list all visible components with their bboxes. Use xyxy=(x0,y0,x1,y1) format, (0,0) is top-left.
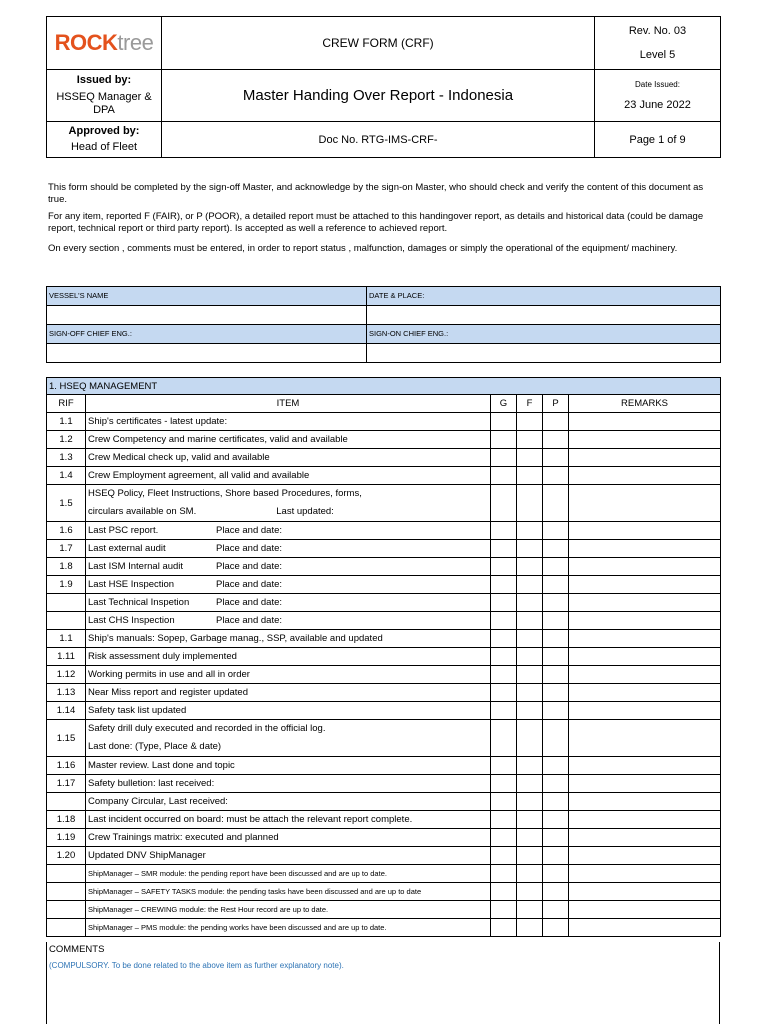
checklist-row xyxy=(47,630,721,648)
item-text: Last PSC report. xyxy=(88,525,159,536)
item-text: Last Technical Inspetion xyxy=(88,597,190,608)
poor-checkbox-cell[interactable] xyxy=(543,467,569,485)
approved-by-value: Head of Fleet xyxy=(70,141,138,153)
poor-checkbox-cell[interactable] xyxy=(543,612,569,630)
column-header-good: G xyxy=(491,395,517,413)
item-extra: Place and date: xyxy=(216,579,283,590)
remarks-cell[interactable] xyxy=(569,648,721,666)
item-extra: Place and date: xyxy=(216,525,283,536)
column-header-remarks: REMARKS xyxy=(569,395,721,413)
remarks-cell[interactable] xyxy=(569,757,721,775)
sign-off-chief-field[interactable] xyxy=(47,344,367,363)
item-text: Company Circular, Last received: xyxy=(88,796,228,807)
good-checkbox-cell[interactable] xyxy=(491,576,517,594)
fair-checkbox-cell[interactable] xyxy=(517,485,543,522)
item-cell xyxy=(86,793,491,811)
hseq-checklist-table xyxy=(46,377,721,937)
rif-cell: 1.6 xyxy=(47,522,86,540)
poor-checkbox-cell[interactable] xyxy=(543,648,569,666)
item-cell xyxy=(86,919,491,937)
fair-checkbox-cell[interactable] xyxy=(517,793,543,811)
rif-cell: 1.7 xyxy=(47,540,86,558)
remarks-cell[interactable] xyxy=(569,775,721,793)
item-cell xyxy=(86,757,491,775)
item-text: Ship's certificates - latest update: xyxy=(88,416,228,427)
fair-checkbox-cell[interactable] xyxy=(517,702,543,720)
remarks-cell[interactable] xyxy=(569,413,721,431)
poor-checkbox-cell[interactable] xyxy=(543,540,569,558)
item-text: Crew Medical check up, valid and available xyxy=(88,452,270,463)
item-text: ShipManager – CREWING module: the Rest Hour record are up to date. xyxy=(88,905,329,914)
section-title: 1. HSEQ MANAGEMENT xyxy=(47,378,721,395)
good-checkbox-cell[interactable] xyxy=(491,612,517,630)
item-cell xyxy=(86,485,491,522)
remarks-cell[interactable] xyxy=(569,485,721,522)
poor-checkbox-cell[interactable] xyxy=(543,431,569,449)
column-header-rif: RIF xyxy=(47,395,86,413)
good-checkbox-cell[interactable] xyxy=(491,901,517,919)
date-place-label: DATE & PLACE: xyxy=(367,287,721,306)
good-checkbox-cell[interactable] xyxy=(491,413,517,431)
good-checkbox-cell[interactable] xyxy=(491,720,517,757)
poor-checkbox-cell[interactable] xyxy=(543,413,569,431)
poor-checkbox-cell[interactable] xyxy=(543,702,569,720)
poor-checkbox-cell[interactable] xyxy=(543,775,569,793)
checklist-row xyxy=(47,449,721,467)
item-cell xyxy=(86,684,491,702)
poor-checkbox-cell[interactable] xyxy=(543,901,569,919)
good-checkbox-cell[interactable] xyxy=(491,811,517,829)
item-extra: Place and date: xyxy=(216,615,283,626)
item-text: Last ISM Internal audit xyxy=(88,561,184,572)
remarks-cell[interactable] xyxy=(569,612,721,630)
poor-checkbox-cell[interactable] xyxy=(543,576,569,594)
item-cell xyxy=(86,648,491,666)
good-checkbox-cell[interactable] xyxy=(491,522,517,540)
fair-checkbox-cell[interactable] xyxy=(517,883,543,901)
checklist-row xyxy=(47,811,721,829)
checklist-row xyxy=(47,485,721,522)
poor-checkbox-cell[interactable] xyxy=(543,757,569,775)
item-text: Crew Competency and marine certificates, valid and available xyxy=(88,434,348,445)
fair-checkbox-cell[interactable] xyxy=(517,847,543,865)
poor-checkbox-cell[interactable] xyxy=(543,883,569,901)
remarks-cell[interactable] xyxy=(569,594,721,612)
fair-checkbox-cell[interactable] xyxy=(517,594,543,612)
item-text: Last done: (Type, Place & date) xyxy=(88,741,222,752)
checklist-row xyxy=(47,594,721,612)
issued-by-value: HSSEQ Manager & DPA xyxy=(56,91,152,116)
fair-checkbox-cell[interactable] xyxy=(517,522,543,540)
rif-cell: 1.12 xyxy=(47,666,86,684)
checklist-row xyxy=(47,775,721,793)
poor-checkbox-cell[interactable] xyxy=(543,485,569,522)
remarks-cell[interactable] xyxy=(569,720,721,757)
item-cell xyxy=(86,883,491,901)
poor-checkbox-cell[interactable] xyxy=(543,684,569,702)
item-text: Last updated: xyxy=(276,506,334,517)
checklist-row xyxy=(47,883,721,901)
poor-checkbox-cell[interactable] xyxy=(543,522,569,540)
item-cell xyxy=(86,847,491,865)
checklist-row xyxy=(47,684,721,702)
item-cell xyxy=(86,467,491,485)
good-checkbox-cell[interactable] xyxy=(491,449,517,467)
checklist-row xyxy=(47,901,721,919)
rif-cell: 1.18 xyxy=(47,811,86,829)
comments-note: (COMPULSORY. To be done related to the above item as further explanatory note). xyxy=(49,961,344,970)
good-checkbox-cell[interactable] xyxy=(491,829,517,847)
comments-box[interactable] xyxy=(46,942,720,1024)
rif-cell: 1.14 xyxy=(47,702,86,720)
instruction-paragraph: On every section , comments must be entered, in order to report status , malfunction, damages or simply the operational of the equipment/ machinery. xyxy=(48,243,678,254)
fair-checkbox-cell[interactable] xyxy=(517,829,543,847)
remarks-cell[interactable] xyxy=(569,666,721,684)
item-text: Updated DNV ShipManager xyxy=(88,850,206,861)
remarks-cell[interactable] xyxy=(569,919,721,937)
fair-checkbox-cell[interactable] xyxy=(517,919,543,937)
good-checkbox-cell[interactable] xyxy=(491,594,517,612)
remarks-cell[interactable] xyxy=(569,630,721,648)
column-header-item: ITEM xyxy=(86,395,491,413)
date-issued-value: 23 June 2022 xyxy=(624,99,691,111)
remarks-cell[interactable] xyxy=(569,431,721,449)
good-checkbox-cell[interactable] xyxy=(491,467,517,485)
item-text: Last HSE Inspection xyxy=(88,579,175,590)
poor-checkbox-cell[interactable] xyxy=(543,449,569,467)
instruction-paragraph: This form should be completed by the sign-off Master, and acknowledge by the sign-on Master, who should check and verify the content of this document as true. xyxy=(48,182,704,205)
good-checkbox-cell[interactable] xyxy=(491,485,517,522)
item-cell xyxy=(86,775,491,793)
comments-title: COMMENTS xyxy=(49,944,105,955)
good-checkbox-cell[interactable] xyxy=(491,630,517,648)
checklist-row xyxy=(47,793,721,811)
good-checkbox-cell[interactable] xyxy=(491,684,517,702)
item-extra: Place and date: xyxy=(216,543,283,554)
checklist-row xyxy=(47,829,721,847)
fair-checkbox-cell[interactable] xyxy=(517,865,543,883)
poor-checkbox-cell[interactable] xyxy=(543,919,569,937)
vessel-name-field[interactable] xyxy=(47,306,367,325)
item-text: Near Miss report and register updated xyxy=(88,687,248,698)
good-checkbox-cell[interactable] xyxy=(491,793,517,811)
item-cell xyxy=(86,865,491,883)
checklist-row xyxy=(47,666,721,684)
item-text: circulars available on SM. xyxy=(88,506,197,517)
remarks-cell[interactable] xyxy=(569,865,721,883)
checklist-row xyxy=(47,576,721,594)
remarks-cell[interactable] xyxy=(569,558,721,576)
fair-checkbox-cell[interactable] xyxy=(517,449,543,467)
checklist-row xyxy=(47,413,721,431)
item-cell xyxy=(86,811,491,829)
item-extra: Place and date: xyxy=(216,561,283,572)
rif-cell: 1.13 xyxy=(47,684,86,702)
remarks-cell[interactable] xyxy=(569,576,721,594)
item-text: Crew Employment agreement, all valid and available xyxy=(88,470,310,481)
item-text: Safety drill duly executed and recorded in the official log. xyxy=(88,723,326,734)
page-number: Page 1 of 9 xyxy=(595,122,721,158)
item-text: Crew Trainings matrix: executed and planned xyxy=(88,832,279,843)
instructions xyxy=(48,182,720,261)
rif-cell xyxy=(47,919,86,937)
rif-cell: 1.4 xyxy=(47,467,86,485)
checklist-rows xyxy=(47,413,721,937)
item-text: Last external audit xyxy=(88,543,166,554)
remarks-cell[interactable] xyxy=(569,811,721,829)
poor-checkbox-cell[interactable] xyxy=(543,811,569,829)
item-text: Last incident occurred on board: must be attach the relevant report complete. xyxy=(88,814,413,825)
remarks-cell[interactable] xyxy=(569,793,721,811)
good-checkbox-cell[interactable] xyxy=(491,558,517,576)
rif-cell: 1.2 xyxy=(47,431,86,449)
fair-checkbox-cell[interactable] xyxy=(517,684,543,702)
fair-checkbox-cell[interactable] xyxy=(517,576,543,594)
item-cell xyxy=(86,558,491,576)
fair-checkbox-cell[interactable] xyxy=(517,811,543,829)
issued-by-label: Issued by: xyxy=(76,74,132,86)
rif-cell xyxy=(47,865,86,883)
company-logo: ROCKtree xyxy=(47,17,162,70)
rif-cell xyxy=(47,901,86,919)
fair-checkbox-cell[interactable] xyxy=(517,413,543,431)
item-text: Last CHS Inspection xyxy=(88,615,175,626)
item-cell xyxy=(86,630,491,648)
column-header-poor: P xyxy=(543,395,569,413)
item-text: Working permits in use and all in order xyxy=(88,669,250,680)
date-place-field[interactable] xyxy=(367,306,721,325)
item-cell xyxy=(86,702,491,720)
good-checkbox-cell[interactable] xyxy=(491,702,517,720)
fair-checkbox-cell[interactable] xyxy=(517,431,543,449)
rif-cell: 1.1 xyxy=(47,630,86,648)
remarks-cell[interactable] xyxy=(569,449,721,467)
sign-on-chief-field[interactable] xyxy=(367,344,721,363)
fair-checkbox-cell[interactable] xyxy=(517,467,543,485)
remarks-cell[interactable] xyxy=(569,540,721,558)
item-text: Safety bulletion: last received: xyxy=(88,778,215,789)
poor-checkbox-cell[interactable] xyxy=(543,847,569,865)
fair-checkbox-cell[interactable] xyxy=(517,666,543,684)
item-cell xyxy=(86,666,491,684)
item-text: Safety task list updated xyxy=(88,705,187,716)
document-title: Master Handing Over Report - Indonesia xyxy=(162,70,595,122)
fair-checkbox-cell[interactable] xyxy=(517,648,543,666)
fair-checkbox-cell[interactable] xyxy=(517,630,543,648)
rif-cell: 1.16 xyxy=(47,757,86,775)
instruction-paragraph: For any item, reported F (FAIR), or P (POOR), a detailed report must be attached to this handingover report, as details and historical data (could be damage report, technical report or third party report). Is accepted as well a reference to achieved report. xyxy=(48,211,704,234)
document-level: Level 5 xyxy=(639,49,676,61)
vessel-info-table xyxy=(46,286,721,363)
checklist-row xyxy=(47,702,721,720)
fair-checkbox-cell[interactable] xyxy=(517,558,543,576)
good-checkbox-cell[interactable] xyxy=(491,847,517,865)
poor-checkbox-cell[interactable] xyxy=(543,630,569,648)
item-cell xyxy=(86,829,491,847)
checklist-row xyxy=(47,612,721,630)
poor-checkbox-cell[interactable] xyxy=(543,666,569,684)
item-text: Master review. Last done and topic xyxy=(88,760,235,771)
item-cell xyxy=(86,901,491,919)
rif-cell: 1.11 xyxy=(47,648,86,666)
fair-checkbox-cell[interactable] xyxy=(517,720,543,757)
item-cell xyxy=(86,449,491,467)
checklist-row xyxy=(47,648,721,666)
remarks-cell[interactable] xyxy=(569,847,721,865)
fair-checkbox-cell[interactable] xyxy=(517,757,543,775)
good-checkbox-cell[interactable] xyxy=(491,431,517,449)
poor-checkbox-cell[interactable] xyxy=(543,829,569,847)
remarks-cell[interactable] xyxy=(569,901,721,919)
item-text: ShipManager – SMR module: the pending report have been discussed and are up to date. xyxy=(88,869,387,878)
date-issued-label: Date Issued: xyxy=(635,80,680,89)
good-checkbox-cell[interactable] xyxy=(491,919,517,937)
rif-cell: 1.5 xyxy=(47,485,86,522)
item-cell xyxy=(86,594,491,612)
item-text: ShipManager – SAFETY TASKS module: the pending tasks have been discussed and are up to date xyxy=(88,887,422,896)
rif-cell: 1.15 xyxy=(47,720,86,757)
item-cell xyxy=(86,413,491,431)
item-text: ShipManager – PMS module: the pending works have been discussed and are up to date. xyxy=(88,923,387,932)
remarks-cell[interactable] xyxy=(569,467,721,485)
rif-cell xyxy=(47,594,86,612)
remarks-cell[interactable] xyxy=(569,829,721,847)
column-header-fair: F xyxy=(517,395,543,413)
checklist-row xyxy=(47,431,721,449)
rif-cell: 1.8 xyxy=(47,558,86,576)
poor-checkbox-cell[interactable] xyxy=(543,720,569,757)
good-checkbox-cell[interactable] xyxy=(491,757,517,775)
revision-number: Rev. No. 03 xyxy=(628,25,687,37)
sign-on-chief-label: SIGN-ON CHIEF ENG.: xyxy=(367,325,721,344)
good-checkbox-cell[interactable] xyxy=(491,865,517,883)
remarks-cell[interactable] xyxy=(569,883,721,901)
remarks-cell[interactable] xyxy=(569,684,721,702)
rif-cell: 1.20 xyxy=(47,847,86,865)
rif-cell: 1.17 xyxy=(47,775,86,793)
item-cell xyxy=(86,522,491,540)
fair-checkbox-cell[interactable] xyxy=(517,901,543,919)
rif-cell: 1.19 xyxy=(47,829,86,847)
checklist-row xyxy=(47,522,721,540)
checklist-row xyxy=(47,558,721,576)
document-header xyxy=(46,16,721,158)
document-number: Doc No. RTG-IMS-CRF- xyxy=(162,122,595,158)
poor-checkbox-cell[interactable] xyxy=(543,558,569,576)
good-checkbox-cell[interactable] xyxy=(491,775,517,793)
item-cell xyxy=(86,576,491,594)
sign-off-chief-label: SIGN-OFF CHIEF ENG.: xyxy=(47,325,367,344)
good-checkbox-cell[interactable] xyxy=(491,883,517,901)
item-cell xyxy=(86,612,491,630)
good-checkbox-cell[interactable] xyxy=(491,666,517,684)
remarks-cell[interactable] xyxy=(569,702,721,720)
item-cell xyxy=(86,540,491,558)
poor-checkbox-cell[interactable] xyxy=(543,594,569,612)
fair-checkbox-cell[interactable] xyxy=(517,612,543,630)
fair-checkbox-cell[interactable] xyxy=(517,775,543,793)
poor-checkbox-cell[interactable] xyxy=(543,865,569,883)
good-checkbox-cell[interactable] xyxy=(491,540,517,558)
rif-cell xyxy=(47,883,86,901)
item-text: HSEQ Policy, Fleet Instructions, Shore based Procedures, forms, xyxy=(88,488,362,499)
checklist-row xyxy=(47,467,721,485)
approved-by-label: Approved by: xyxy=(68,125,140,137)
checklist-row xyxy=(47,720,721,757)
item-cell xyxy=(86,720,491,757)
rif-cell xyxy=(47,793,86,811)
poor-checkbox-cell[interactable] xyxy=(543,793,569,811)
item-cell xyxy=(86,431,491,449)
item-text: Risk assessment duly implemented xyxy=(88,651,237,662)
form-name: CREW FORM (CRF) xyxy=(162,17,595,70)
item-extra: Place and date: xyxy=(216,597,283,608)
rif-cell xyxy=(47,612,86,630)
checklist-row xyxy=(47,919,721,937)
checklist-row xyxy=(47,540,721,558)
item-text: Ship's manuals: Sopep, Garbage manag., SSP, available and updated xyxy=(88,633,383,644)
checklist-row xyxy=(47,847,721,865)
remarks-cell[interactable] xyxy=(569,522,721,540)
checklist-row xyxy=(47,757,721,775)
rif-cell: 1.9 xyxy=(47,576,86,594)
vessel-name-label: VESSEL'S NAME xyxy=(47,287,367,306)
good-checkbox-cell[interactable] xyxy=(491,648,517,666)
rif-cell: 1.1 xyxy=(47,413,86,431)
checklist-row xyxy=(47,865,721,883)
fair-checkbox-cell[interactable] xyxy=(517,540,543,558)
rif-cell: 1.3 xyxy=(47,449,86,467)
